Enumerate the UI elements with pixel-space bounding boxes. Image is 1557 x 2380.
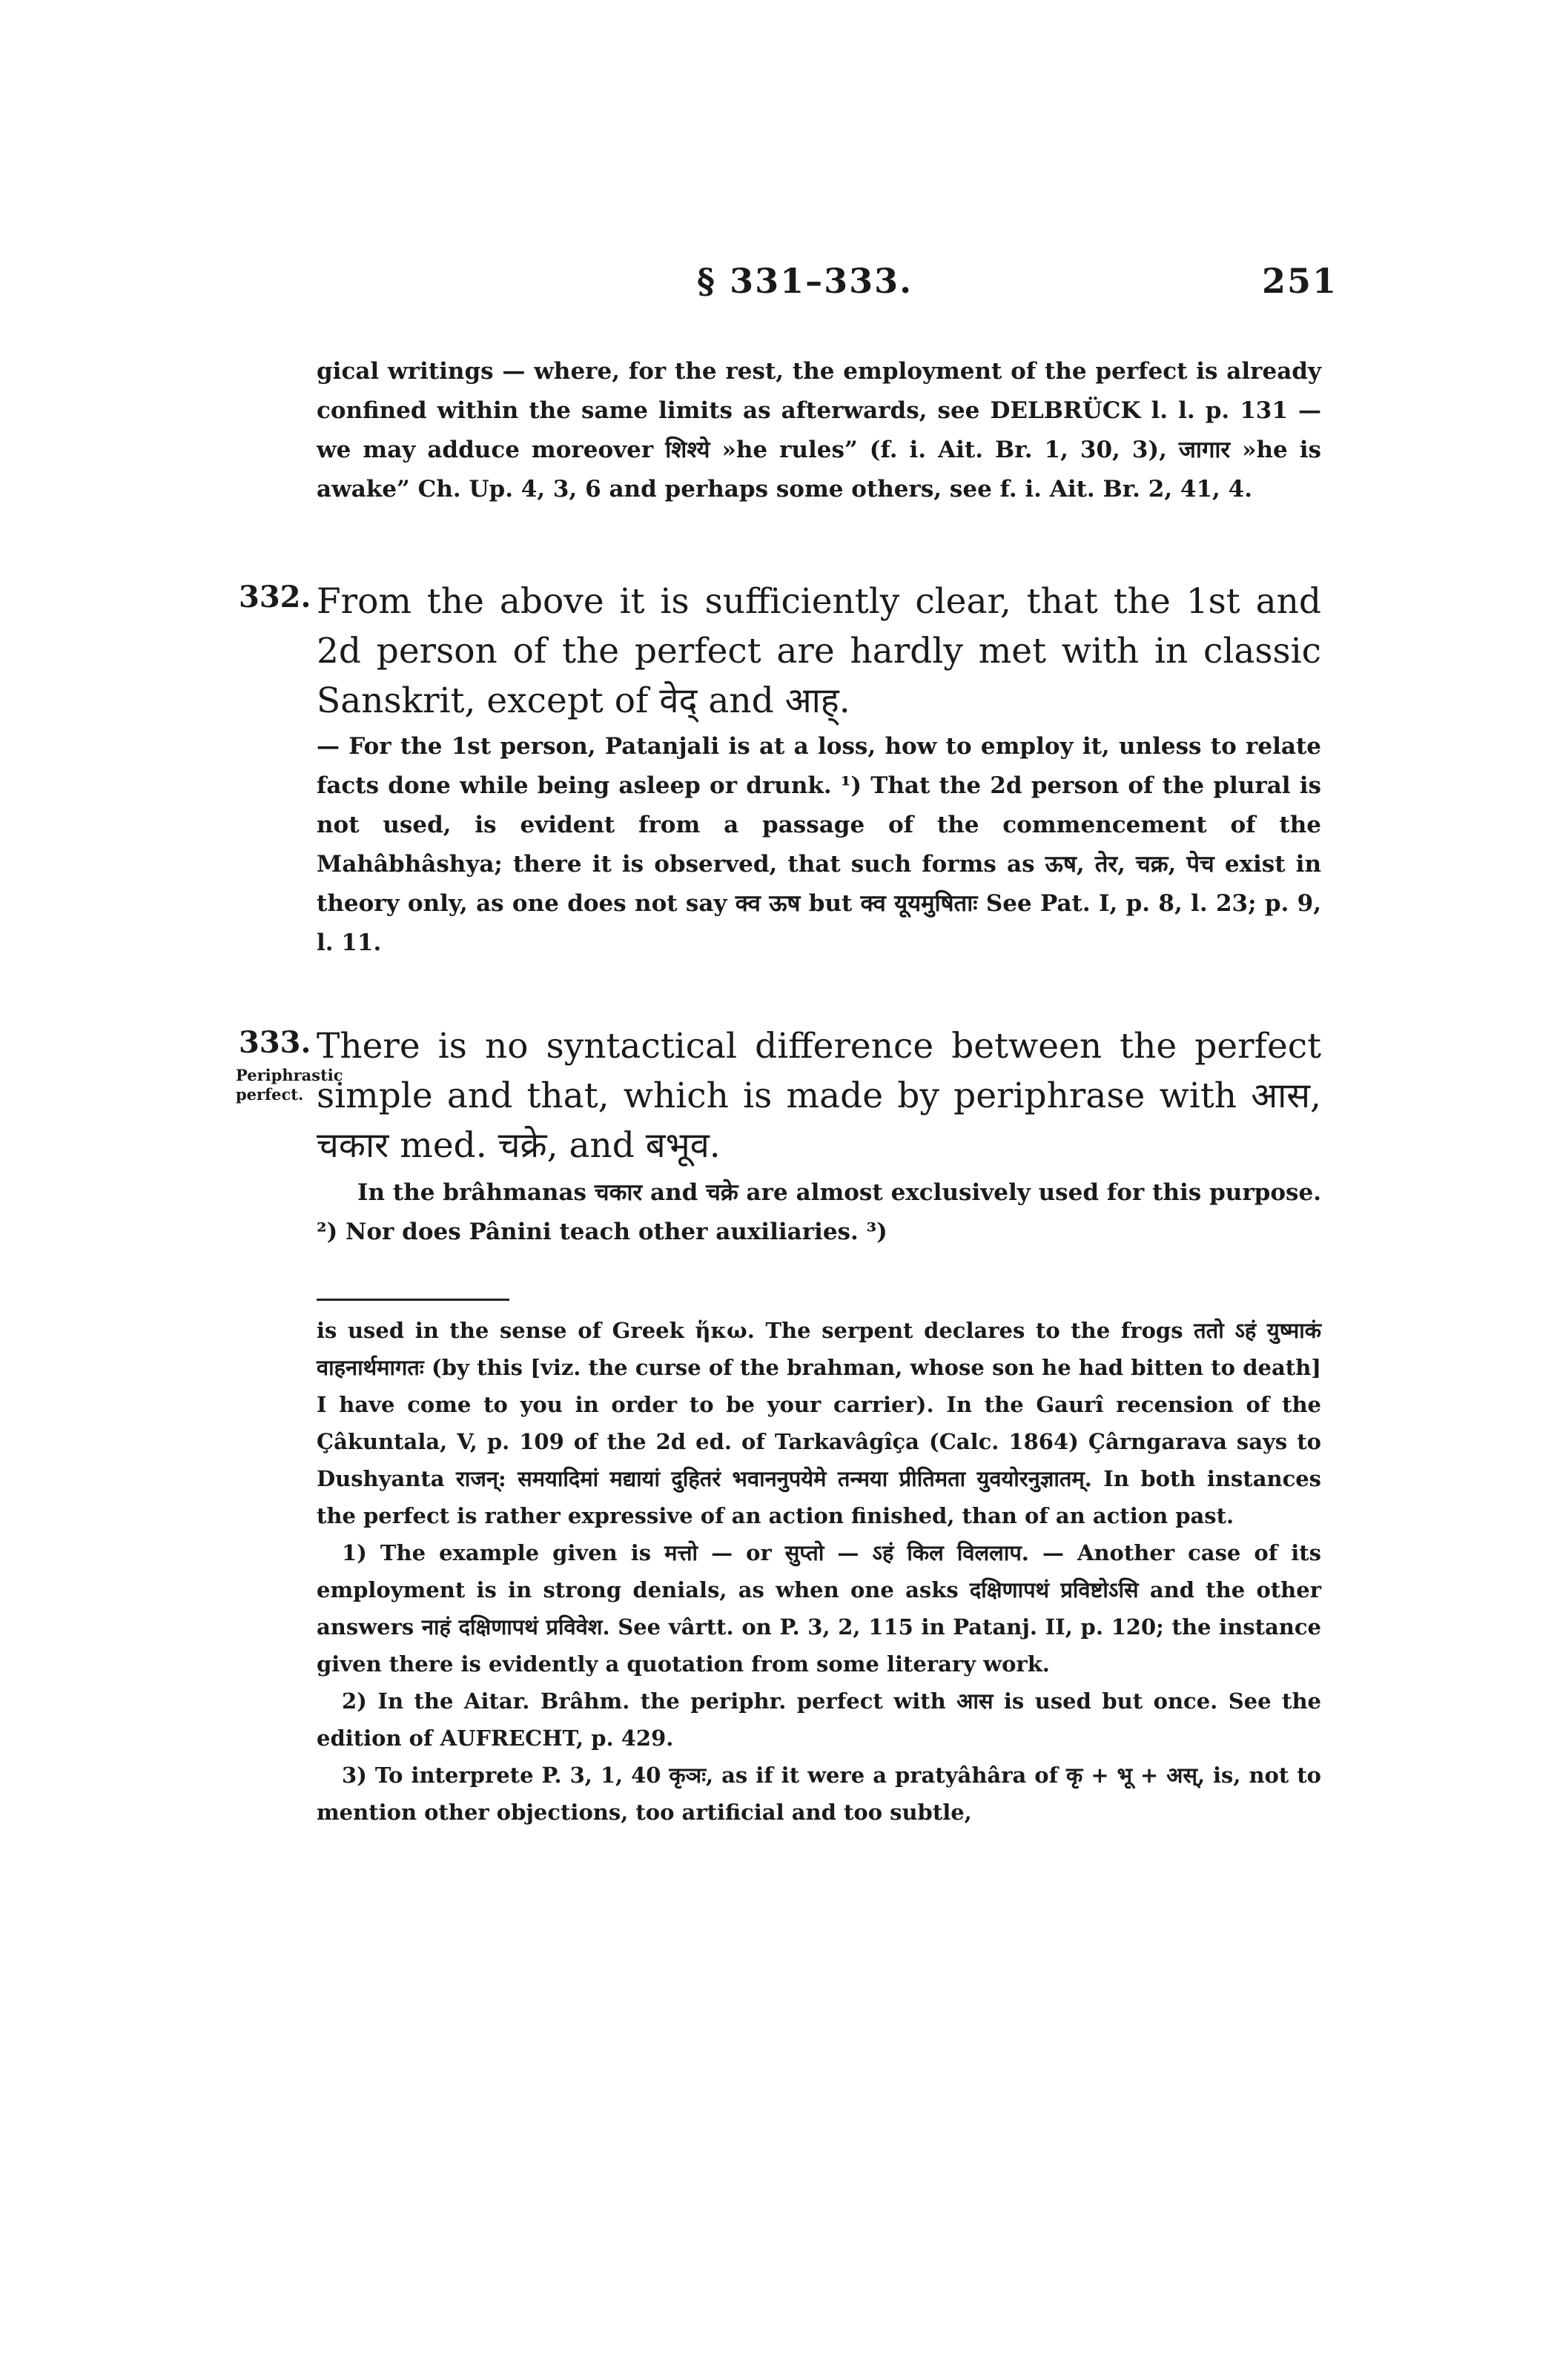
section-333-body: In the brâhmanas चकार and चक्रे are almost exclusively used for this purpose. ²) Nor does Pânini teach other auxiliaries. ³): [317, 1179, 1321, 1245]
running-head: § 331–333.: [697, 261, 913, 301]
footnotes: [317, 1312, 1321, 1831]
margin-note-periphrastic: Periphrastic perfect.: [236, 1066, 343, 1104]
section-332-intro: From the above it is sufficiently clear, that the 1st and 2d person of the perfect are hardly met with in classic Sanskrit, except of वेद् and आह्.: [317, 581, 1321, 721]
section-332-body: — For the 1st person, Patanjali is at a loss, how to employ it, unless to relate facts done while being asleep or drunk. ¹) That the 2d person of the plural is not used, is evident from a passage of the commencement of the Mahâbhâshya; there it is observed, that such forms as ऊष, तेर, चक्र, पेच exist in theory only, as one does not say क्व ऊष but क्व यूयमुषिताः See Pat. I, p. 8, l. 23; p. 9, l. 11.: [317, 733, 1321, 956]
continuation-text: gical writings — where, for the rest, the employment of the perfect is already confined within the same limits as afterwards, see DELBRÜCK l. l. p. 131 — we may adduce moreover शिश्ये »he rules” (f. i. Ait. Br. 1, 30, 3), जागार »he is awake” Ch. Up. 4, 3, 6 and perhaps some others, see f. i. Ait. Br. 2, 41, 4.: [317, 358, 1321, 503]
footnote-continuation: is used in the sense of Greek ἥκω. The serpent declares to the frogs ततो ऽहं युष्माकं वाहनार्थमागतः (by this [viz. the curse of the brahman, whose son he had bitten to death] I have come to you in order to be your carrier). In the Gaurî recension of the Çâkuntala, V, p. 109 of the 2d ed. of Tarkavâgîça (Calc. 1864) Çârngarava says to Dushyanta राजन्: समयादिमां मद्यायां दुहितरं भवाननुपयेमे तन्मया प्रीतिमता युवयोरनुज्ञातम्. In both instances the perfect is rather expressive of an action finished, than of an action past.: [317, 1318, 1321, 1528]
section-332: [317, 577, 1321, 963]
section-number-333: 333.: [239, 1025, 311, 1060]
page-number: 251: [1262, 261, 1338, 301]
page-header: [0, 261, 1557, 313]
continuation-paragraph: [317, 352, 1321, 509]
footnote-rule: [317, 1299, 509, 1301]
section-333-intro: There is no syntactical difference between the perfect simple and that, which is made by periphrase with आस, चकार med. चक्रे, and बभूव.: [317, 1026, 1321, 1166]
section-number-332: 332.: [239, 580, 311, 614]
footnote-2: 2) In the Aitar. Brâhm. the periphr. perfect with आस is used but once. See the edition of AUFRECHT, p. 429.: [317, 1688, 1321, 1751]
section-333: [317, 1021, 1321, 1252]
footnote-3: 3) To interprete P. 3, 1, 40 कृञः, as if it were a pratyâhâra of कृ + भू + अस्, is, not to mention other objections, too artificial and too subtle,: [317, 1763, 1321, 1825]
footnote-1: 1) The example given is मत्तो — or सुप्तो — ऽहं किल विललाप. — Another case of its employment is in strong denials, as when one asks दक्षिणापथं प्रविष्टोऽसि and the other answers नाहं दक्षिणापथं प्रविवेश. See vârtt. on P. 3, 2, 115 in Patanj. II, p. 120; the instance given there is evidently a quotation from some literary work.: [317, 1540, 1321, 1677]
